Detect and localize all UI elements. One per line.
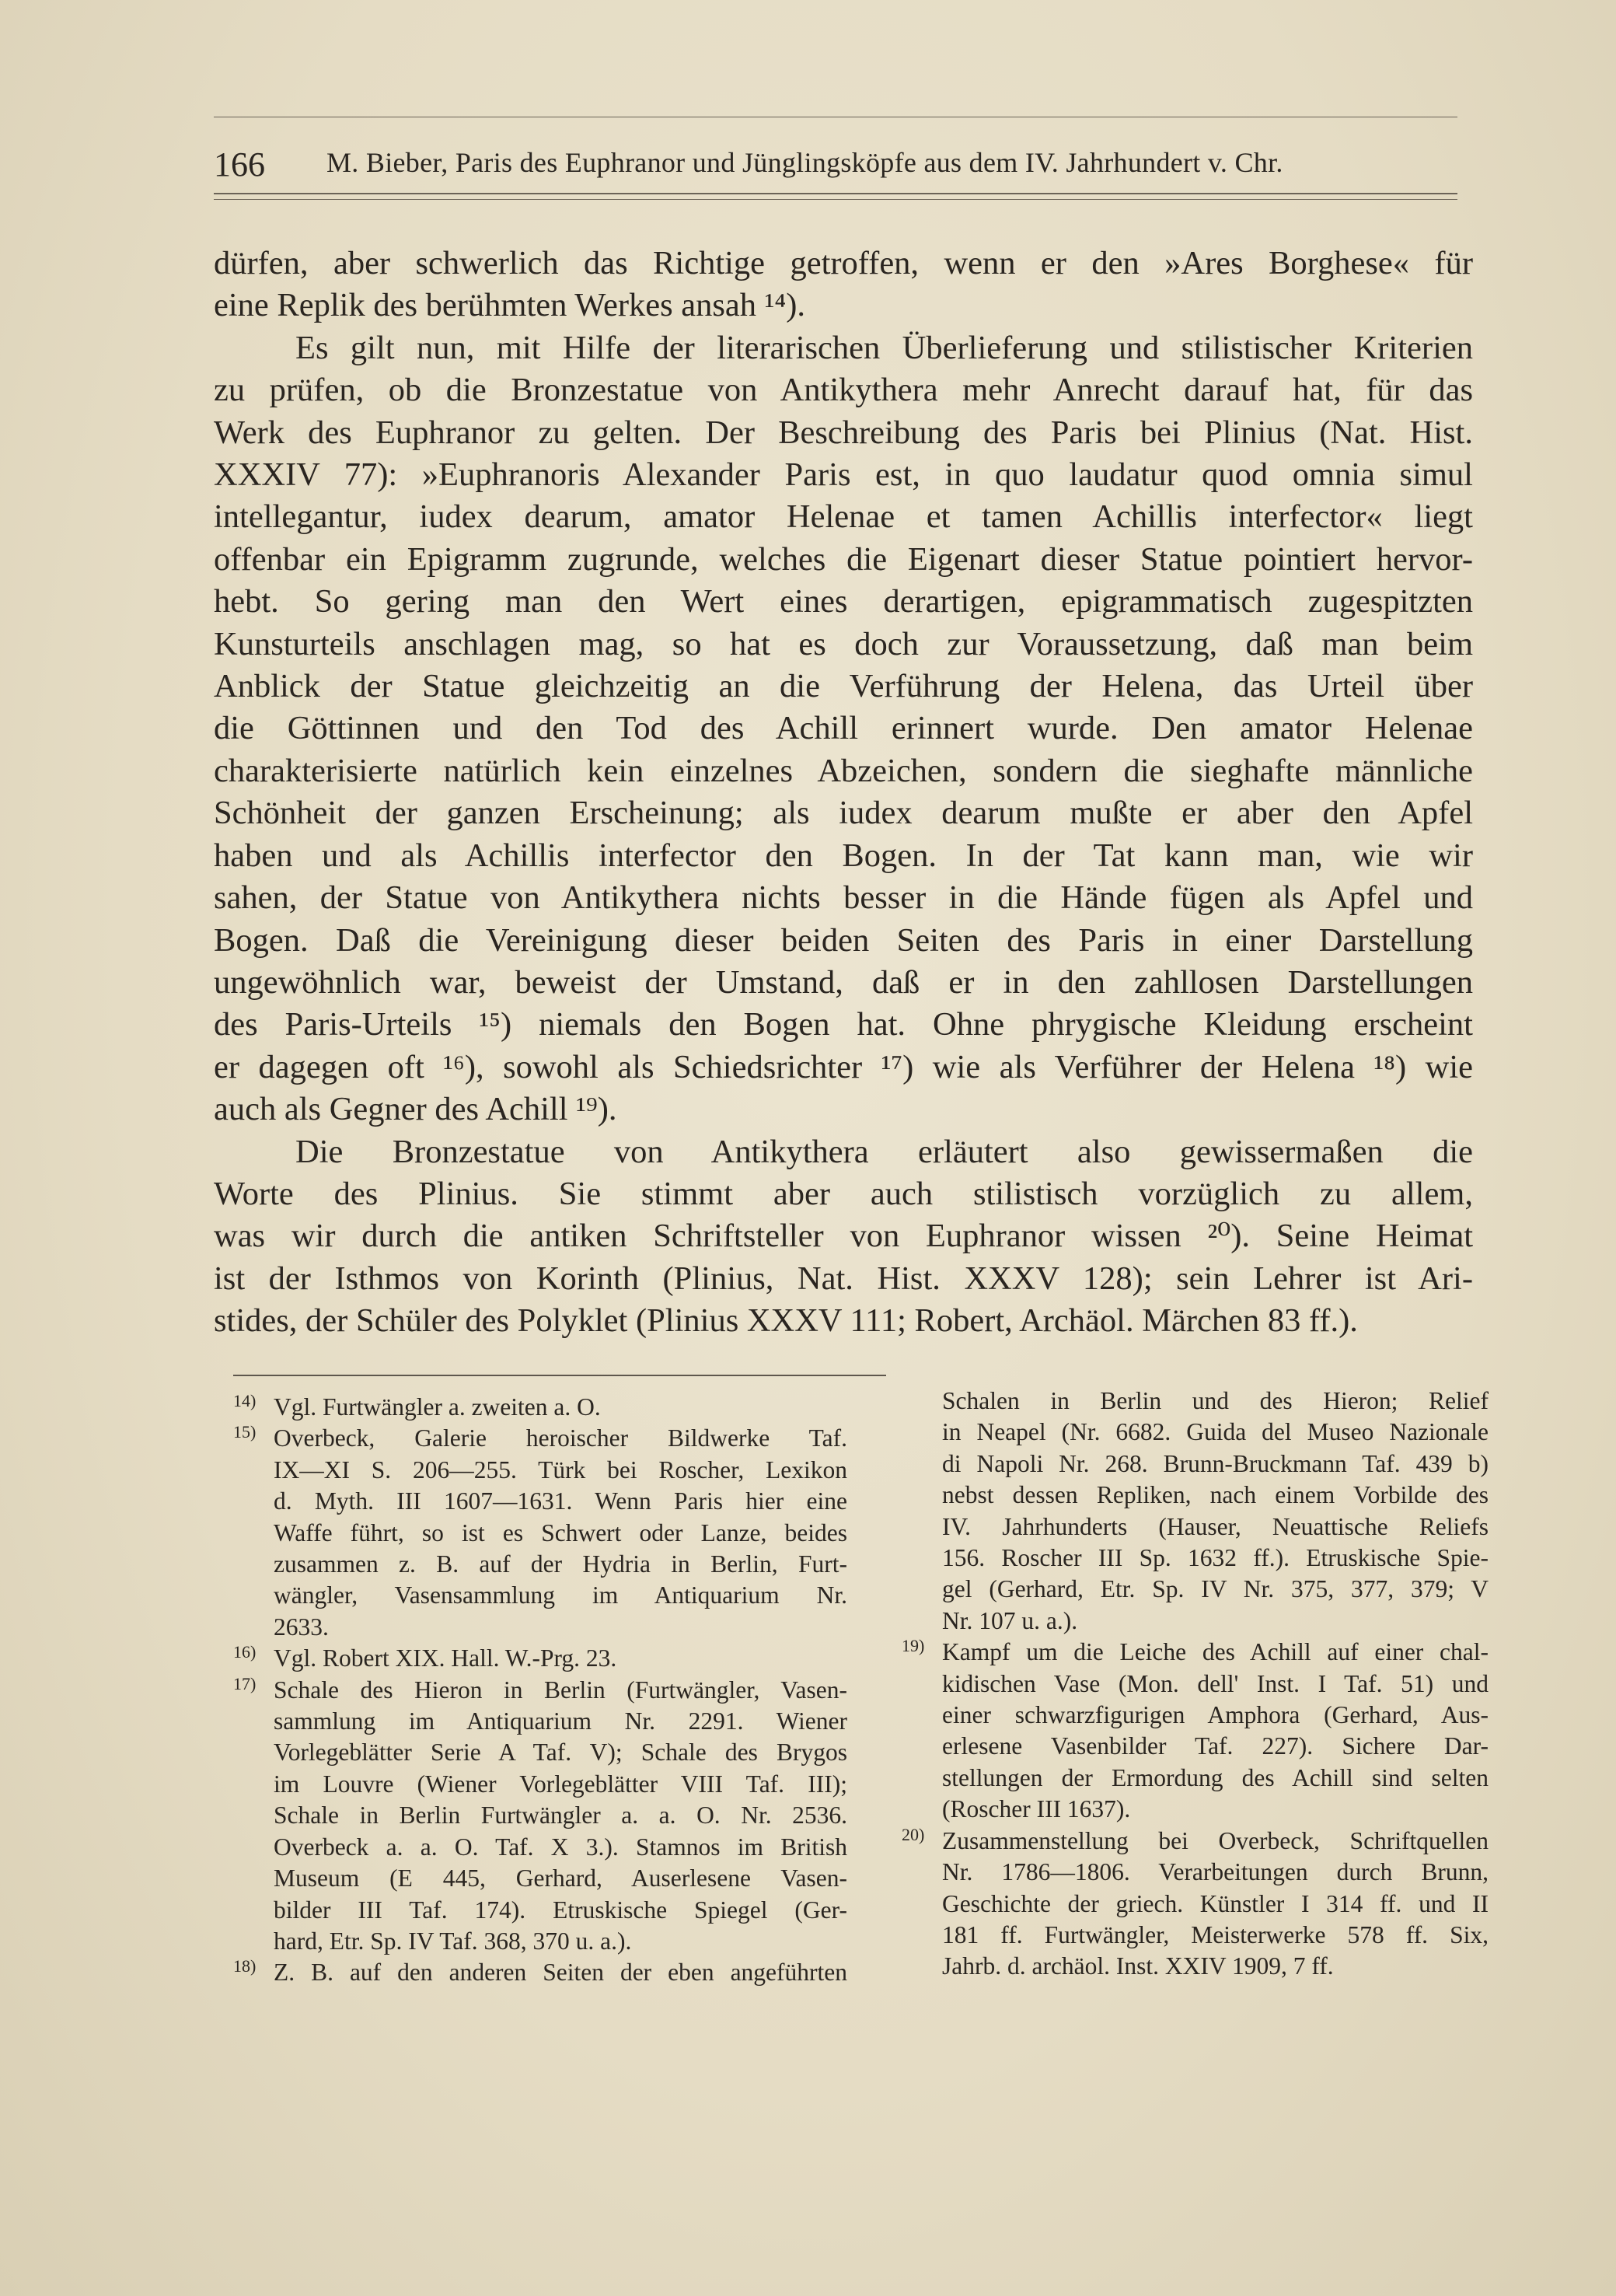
footnote-18 bbox=[233, 1957, 847, 1988]
header-rule-lower bbox=[214, 199, 1457, 200]
footnote-separator bbox=[233, 1375, 886, 1376]
footnote-line: wängler, Vasensammlung im Antiquarium Nr. bbox=[274, 1581, 847, 1609]
footnote-line: sammlung im Antiquarium Nr. 2291. Wiener bbox=[274, 1707, 847, 1735]
footnote-15 bbox=[233, 1423, 847, 1643]
footnote-line: einer schwarzfigurigen Amphora (Gerhard, Aus- bbox=[942, 1701, 1489, 1729]
body-text bbox=[214, 243, 1473, 1343]
text-line: stides, der Schüler des Polyklet (Plinius XXXV 111; Robert, Archäol. Märchen 83 ff.). bbox=[214, 1302, 1358, 1340]
text-line: charakterisierte natürlich kein einzelnes Abzeichen, sondern die sieghafte männliche bbox=[214, 752, 1473, 789]
text-line: Es gilt nun, mit Hilfe der literarischen Überlieferung und stilistischer Kriterien bbox=[295, 329, 1473, 366]
footnote-line: Zusammenstellung bei Overbeck, Schriftquellen bbox=[942, 1826, 1489, 1854]
footnote-line: Waffe führt, so ist es Schwert oder Lanze, beides bbox=[274, 1518, 847, 1546]
text-line: zu prüfen, ob die Bronzestatue von Antikythera mehr Anrecht darauf hat, für das bbox=[214, 372, 1473, 409]
footnote-line: bilder III Taf. 174). Etruskische Spiegel (Ger- bbox=[274, 1896, 847, 1924]
text-line: dürfen, aber schwerlich das Richtige getroffen, wenn er den »Ares Borghese« für bbox=[214, 245, 1473, 281]
footnote-line: Z. B. auf den anderen Seiten der eben angeführten bbox=[274, 1959, 847, 1987]
footnote-line: Vgl. Furtwängler a. zweiten a. O. bbox=[274, 1393, 601, 1421]
footnotes-right-column bbox=[902, 1386, 1489, 1983]
page-header bbox=[214, 138, 1457, 185]
running-head: M. Bieber, Paris des Euphranor und Jünglingsköpfe aus dem IV. Jahrhundert v. Chr. bbox=[326, 147, 1283, 178]
footnote-line: Geschichte der griech. Künstler I 314 ff. und II bbox=[942, 1889, 1489, 1917]
text-line: eine Replik des berühmten Werkes ansah ¹⁴). bbox=[214, 287, 805, 324]
footnote-line: Museum (E 445, Gerhard, Auserlesene Vasen- bbox=[274, 1864, 847, 1892]
footnote-line: erlesene Vasenbilder Taf. 227). Sichere Dar- bbox=[942, 1732, 1489, 1760]
text-line: Worte des Plinius. Sie stimmt aber auch stilistisch vorzüglich zu allem, bbox=[214, 1175, 1473, 1212]
footnote-number: 15) bbox=[233, 1422, 257, 1442]
footnote-line: Overbeck a. a. O. Taf. X 3.). Stamnos im British bbox=[274, 1833, 847, 1861]
footnote-18-continued bbox=[902, 1386, 1489, 1637]
footnote-line: IX—XI S. 206—255. Türk bei Roscher, Lexikon bbox=[274, 1456, 847, 1483]
text-line: ungewöhnlich war, beweist der Umstand, daß er in den zahllosen Darstellungen bbox=[214, 963, 1473, 1001]
footnote-number: 18) bbox=[233, 1956, 257, 1976]
text-line: intellegantur, iudex dearum, amator Helenae et tamen Achillis interfector« liegt bbox=[214, 498, 1473, 536]
footnote-number: 20) bbox=[902, 1824, 925, 1844]
footnote-16 bbox=[233, 1643, 847, 1674]
text-line: Werk des Euphranor zu gelten. Der Beschreibung des Paris bei Plinius (Nat. Hist. bbox=[214, 414, 1473, 451]
footnote-line: in Neapel (Nr. 6682. Guida del Museo Nazionale bbox=[942, 1418, 1489, 1446]
footnote-line: zusammen z. B. auf der Hydria in Berlin, Furt- bbox=[274, 1550, 847, 1578]
footnote-line: 2633. bbox=[274, 1613, 329, 1641]
text-line: Schönheit der ganzen Erscheinung; als iudex dearum mußte er aber den Apfel bbox=[214, 795, 1473, 832]
footnote-number: 16) bbox=[233, 1642, 257, 1662]
text-line: hebt. So gering man den Wert eines derartigen, epigrammatisch zugespitzten bbox=[214, 583, 1473, 620]
footnote-line: Jahrb. d. archäol. Inst. XXIV 1909, 7 ff. bbox=[942, 1952, 1334, 1980]
footnote-line: IV. Jahrhunderts (Hauser, Neuattische Reliefs bbox=[942, 1512, 1489, 1540]
text-line: Anblick der Statue gleichzeitig an die Verführung der Helena, das Urteil über bbox=[214, 668, 1473, 705]
footnote-line: Nr. 107 u. a.). bbox=[942, 1606, 1078, 1634]
footnote-14 bbox=[233, 1392, 847, 1423]
footnote-line: kidischen Vase (Mon. dell' Inst. I Taf. 51) und bbox=[942, 1669, 1489, 1697]
header-rule-upper bbox=[214, 193, 1457, 194]
footnote-number: 17) bbox=[233, 1673, 257, 1693]
footnote-line: gel (Gerhard, Etr. Sp. IV Nr. 375, 377, 379; V bbox=[942, 1575, 1489, 1603]
text-line: haben und als Achillis interfector den Bogen. In der Tat kann man, wie wir bbox=[214, 837, 1473, 874]
page-number: 166 bbox=[214, 145, 265, 183]
footnote-line: 156. Roscher III Sp. 1632 ff.). Etruskische Spie- bbox=[942, 1544, 1489, 1572]
text-line: Kunsturteils anschlagen mag, so hat es doch zur Voraussetzung, daß man beim bbox=[214, 625, 1473, 662]
footnote-line: im Louvre (Wiener Vorlegeblätter VIII Taf. III); bbox=[274, 1770, 847, 1798]
footnote-line: hard, Etr. Sp. IV Taf. 368, 370 u. a.). bbox=[274, 1927, 632, 1955]
footnote-line: Vgl. Robert XIX. Hall. W.-Prg. 23. bbox=[274, 1644, 617, 1672]
text-line: ist der Isthmos von Korinth (Plinius, Nat. Hist. XXXV 128); sein Lehrer ist Ari- bbox=[214, 1260, 1473, 1297]
footnote-number: 19) bbox=[902, 1636, 925, 1656]
footnote-line: 181 ff. Furtwängler, Meisterwerke 578 ff. Six, bbox=[942, 1920, 1489, 1948]
text-line: XXXIV 77): »Euphranoris Alexander Paris est, in quo laudatur quod omnia simul bbox=[214, 456, 1473, 494]
footnote-line: Nr. 1786—1806. Verarbeitungen durch Brunn, bbox=[942, 1858, 1489, 1886]
footnote-line: Schalen in Berlin und des Hieron; Relief bbox=[942, 1387, 1489, 1414]
footnote-line: stellungen der Ermordung des Achill sind selten bbox=[942, 1763, 1489, 1791]
text-line: sahen, der Statue von Antikythera nichts besser in die Hände fügen als Apfel und bbox=[214, 879, 1473, 917]
footnote-line: Kampf um die Leiche des Achill auf einer chal- bbox=[942, 1638, 1489, 1666]
text-line: offenbar ein Epigramm zugrunde, welches die Eigenart dieser Statue pointiert hervor- bbox=[214, 540, 1473, 578]
text-line: Die Bronzestatue von Antikythera erläutert also gewissermaßen die bbox=[295, 1133, 1473, 1170]
text-line: des Paris-Urteils ¹⁵) niemals den Bogen hat. Ohne phrygische Kleidung erscheint bbox=[214, 1006, 1473, 1043]
footnote-line: Schale des Hieron in Berlin (Furtwängler, Vasen- bbox=[274, 1676, 847, 1704]
footnote-line: di Napoli Nr. 268. Brunn-Bruckmann Taf. 439 b) bbox=[942, 1449, 1489, 1477]
footnote-number: 14) bbox=[233, 1391, 257, 1410]
footnote-19 bbox=[902, 1637, 1489, 1825]
footnote-line: Vorlegeblätter Serie A Taf. V); Schale des Brygos bbox=[274, 1739, 847, 1767]
text-line: Bogen. Daß die Vereinigung dieser beiden Seiten des Paris in einer Darstellung bbox=[214, 921, 1473, 959]
footnotes-left-column bbox=[233, 1392, 847, 1989]
text-line: er dagegen oft ¹⁶), sowohl als Schiedsrichter ¹⁷) wie als Verführer der Helena ¹⁸) wie bbox=[214, 1048, 1473, 1085]
footnote-line: Schale in Berlin Furtwängler a. a. O. Nr. 2536. bbox=[274, 1802, 847, 1829]
footnote-line: nebst dessen Repliken, nach einem Vorbilde des bbox=[942, 1481, 1489, 1509]
text-line: die Göttinnen und den Tod des Achill erinnert wurde. Den amator Helenae bbox=[214, 710, 1473, 747]
footnote-20 bbox=[902, 1826, 1489, 1983]
text-line: was wir durch die antiken Schriftsteller von Euphranor wissen ²⁰). Seine Heimat bbox=[214, 1218, 1473, 1255]
footnote-line: d. Myth. III 1607—1631. Wenn Paris hier eine bbox=[274, 1487, 847, 1515]
footnote-line: (Roscher III 1637). bbox=[942, 1795, 1131, 1823]
footnote-17 bbox=[233, 1675, 847, 1958]
text-line: auch als Gegner des Achill ¹⁹). bbox=[214, 1091, 617, 1128]
footnote-line: Overbeck, Galerie heroischer Bildwerke Taf. bbox=[274, 1424, 847, 1452]
